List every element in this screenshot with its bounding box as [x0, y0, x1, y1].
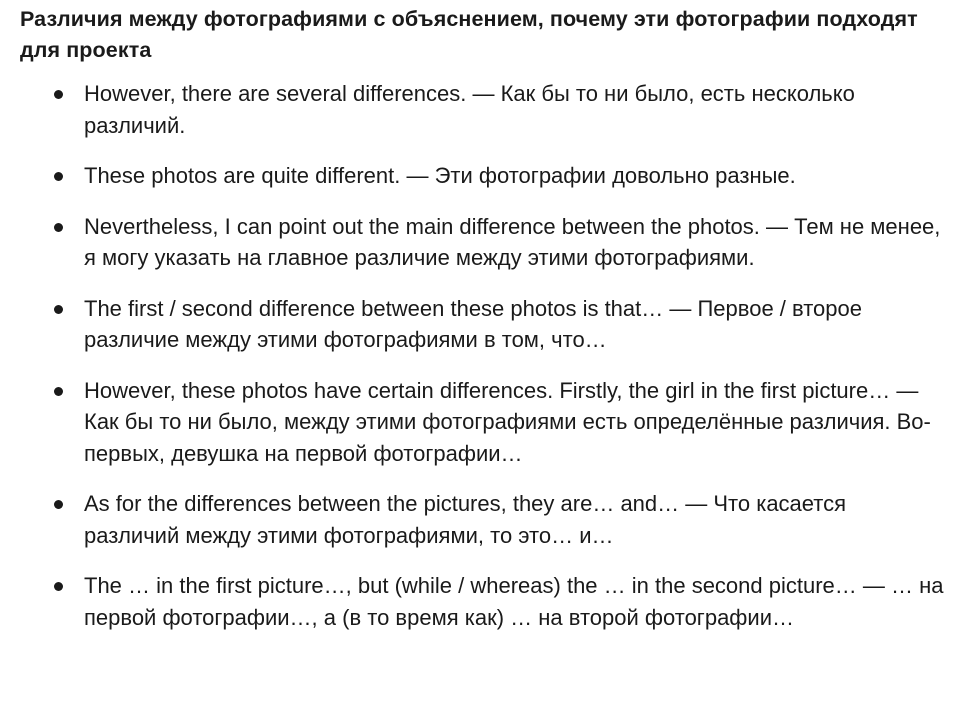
list-item: However, these photos have certain differences. Firstly, the girl in the first picture… — Как бы то ни было, между этими фотографиями есть определённые различия. Во-первых, девушка на первой фотографии…: [20, 375, 944, 470]
list-item: The … in the first picture…, but (while / whereas) the … in the second picture… — … на первой фотографии…, а (в то время как) … на второй фотографии…: [20, 570, 944, 633]
list-item: These photos are quite different. — Эти фотографии довольно разные.: [20, 160, 944, 192]
list-item: However, there are several differences. — Как бы то ни было, есть несколько различий.: [20, 78, 944, 141]
document-heading: Различия между фотографиями с объяснением, почему эти фотографии подходят для проекта: [20, 7, 918, 62]
list-item: As for the differences between the pictures, they are… and… — Что касается различий между этими фотографиями, то это… и…: [20, 488, 944, 551]
list-item: Nevertheless, I can point out the main difference between the photos. — Тем не менее, я могу указать на главное различие между этими фотографиями.: [20, 211, 944, 274]
list-item: The first / second difference between these photos is that… — Первое / второе различие между этими фотографиями в том, что…: [20, 293, 944, 356]
phrase-list: [20, 78, 944, 633]
